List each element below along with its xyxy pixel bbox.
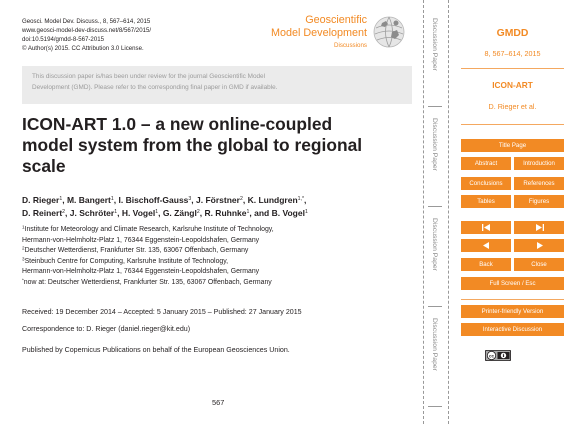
authors-and: and (254, 207, 270, 218)
affiliation-line (22, 257, 422, 268)
short-title: ICON-ART (492, 80, 533, 90)
fullscreen-button[interactable]: Full Screen / Esc (461, 277, 564, 290)
page-number: 567 (212, 398, 225, 407)
panel-divider-line (461, 68, 564, 69)
author-affiliation-mark: 1 (246, 208, 250, 215)
previous-page-icon (483, 242, 490, 249)
abstract-button[interactable]: Abstract (461, 157, 511, 170)
references-button[interactable]: References (514, 177, 564, 190)
author-name: R. Ruhnke (204, 207, 247, 218)
author-affiliation-mark: 1 (114, 208, 118, 215)
author-name: I. Bischoff-Gauss (118, 195, 189, 205)
side-label: Discussion Paper (431, 18, 438, 71)
affiliation-line (22, 246, 422, 257)
affiliation-line (22, 278, 422, 289)
notice-line-2: Development (GMD). Please refer to the corresponding final paper in GMD if available. (32, 83, 278, 91)
author-name: D. Reinert (22, 207, 63, 218)
author-affiliation-mark: 1,* (297, 196, 305, 202)
introduction-button[interactable]: Introduction (514, 157, 564, 170)
author-name: B. Vogel (271, 207, 305, 218)
back-button[interactable]: Back (461, 258, 511, 271)
interactive-discussion-button[interactable]: Interactive Discussion (461, 323, 564, 336)
logo-line-3: Discussions (333, 42, 367, 49)
side-separator (428, 106, 442, 107)
affiliation-text: Institute for Meteorology and Climate Research, Karlsruhe Institute of Technology, (24, 226, 274, 233)
title-line-3: scale (22, 156, 66, 176)
affiliation-mark: 3 (22, 256, 25, 262)
next-page-button[interactable] (514, 239, 564, 252)
license-line: © Author(s) 2015. CC Attribution 3.0 License. (22, 44, 144, 52)
author-affiliation-mark: 2 (196, 208, 200, 215)
author-name: J. Förstner (196, 195, 240, 205)
logo-line-1: Geoscientific (305, 14, 367, 26)
affiliation-mark: 1 (22, 224, 25, 230)
affiliations (22, 225, 422, 289)
close-button[interactable]: Close (514, 258, 564, 271)
affiliation-text: Deutscher Wetterdienst, Frankfurter Str. 135, 63067 Offenbach, Germany (24, 247, 249, 255)
conclusions-button[interactable]: Conclusions (461, 177, 511, 190)
title-page-button[interactable]: Title Page (461, 139, 564, 152)
side-separator (428, 306, 442, 307)
tables-button[interactable]: Tables (461, 195, 511, 208)
author-name: H. Vogel (121, 207, 156, 218)
doi-line: doi:10.5194/gmdd-8-567-2015 (22, 35, 104, 43)
next-page-icon (536, 242, 543, 249)
author-affiliation-mark: 1 (59, 196, 63, 202)
affiliation-mark: * (22, 277, 24, 283)
author-name: M. Bangert (66, 195, 111, 205)
author-list (22, 194, 422, 220)
author-affiliation-mark: 1 (155, 208, 159, 215)
author-name: D. Rieger (22, 195, 60, 205)
cc-by-icon[interactable] (485, 350, 511, 361)
side-label: Discussion Paper (431, 218, 438, 271)
citation-header (22, 18, 151, 54)
journal-abbrev: GMDD (496, 28, 529, 39)
author-affiliation-mark: 3 (188, 196, 192, 202)
last-page-button[interactable] (514, 221, 564, 234)
first-page-icon (482, 224, 491, 231)
affiliation-line: Hermann-von-Helmholtz-Platz 1, 76344 Eggenstein-Leopoldshafen, Germany (22, 268, 260, 276)
short-authors: D. Rieger et al. (488, 102, 537, 111)
title-line-1: ICON-ART 1.0 – a new online-coupled (22, 114, 333, 134)
author-affiliation-mark: 1 (304, 208, 308, 215)
author-name: J. Schröter (69, 207, 115, 218)
first-page-button[interactable] (461, 221, 511, 234)
logo-line-2: Model Development (270, 27, 367, 39)
correspondence: Correspondence to: D. Rieger (daniel.rieger@kit.edu) (22, 325, 191, 333)
figures-button[interactable]: Figures (514, 195, 564, 208)
side-label: Discussion Paper (431, 318, 438, 371)
publisher-statement: Published by Copernicus Publications on behalf of the European Geosciences Union. (22, 346, 290, 354)
affiliation-mark: 2 (22, 245, 25, 251)
author-line-2: D. Reinert$^2$, J. Schröter$^1$, H. Vogel$^1$, G. Zängl$^2$, R. Ruhnke$^1$, and B. Vogel$^1$ (22, 207, 308, 218)
journal-logo (262, 14, 407, 54)
author-name: K. Lundgren (247, 195, 298, 205)
affiliation-text: Steinbuch Centre for Computing, Karlsruhe Institute of Technology, (24, 257, 229, 265)
title-line-2: model system from the global to regional (22, 135, 363, 155)
side-separator (428, 206, 442, 207)
side-separator (428, 406, 442, 407)
author-line-1: D. Rieger$^1$, M. Bangert$^1$, I. Bischoff-Gauss$^3$, J. Förstner$^2$, K. Lundgren$^{1,*}$, (22, 195, 307, 205)
review-notice (22, 66, 412, 104)
panel-divider-line (461, 299, 564, 300)
affiliation-line (22, 225, 422, 236)
side-labels (424, 0, 448, 424)
navigation-panel (449, 0, 576, 424)
affiliation-text: now at: Deutscher Wetterdienst, Frankfurter Str. 135, 63067 Offenbach, Germany (23, 278, 272, 286)
panel-divider-line (461, 124, 564, 125)
svg-text:cc: cc (488, 353, 495, 359)
paper-title (22, 114, 417, 177)
previous-page-button[interactable] (461, 239, 511, 252)
author-name: G. Zängl (162, 207, 197, 218)
globe-logo-icon (371, 14, 407, 50)
notice-line-1: This discussion paper is/has been under review for the journal Geoscientific Model (32, 73, 266, 80)
author-affiliation-mark: 2 (62, 208, 66, 215)
citation-line: Geosci. Model Dev. Discuss., 8, 567–614, 2015 (22, 18, 151, 25)
volume-info: 8, 567–614, 2015 (484, 49, 541, 58)
author-affiliation-mark: 2 (239, 196, 243, 202)
author-affiliation-mark: 1 (110, 196, 114, 202)
side-label: Discussion Paper (431, 118, 438, 171)
url-line[interactable]: www.geosci-model-dev-discuss.net/8/567/2015/ (22, 26, 152, 34)
printer-friendly-button[interactable]: Printer-friendly Version (461, 305, 564, 318)
last-page-icon (535, 224, 544, 231)
affiliation-line: Hermann-von-Helmholtz-Platz 1, 76344 Eggenstein-Leopoldshafen, Germany (22, 236, 260, 244)
publication-dates: Received: 19 December 2014 – Accepted: 5 January 2015 – Published: 27 January 2015 (22, 308, 302, 316)
